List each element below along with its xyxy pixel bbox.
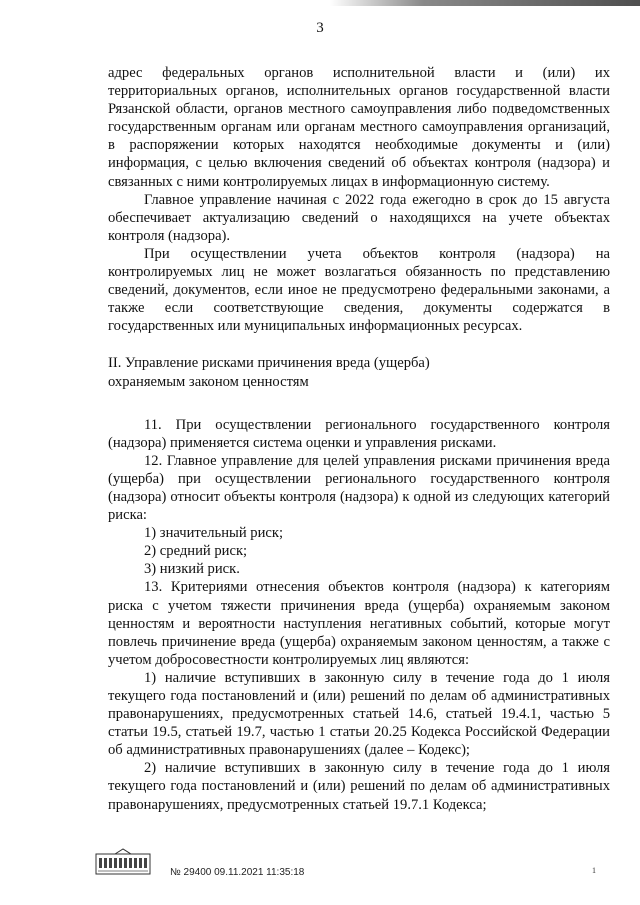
risk-category-2: 2) средний риск; — [144, 543, 248, 560]
risk-category-1: 1) значительный риск; — [144, 525, 284, 542]
clause-11: 11. При осуществлении регионального государственного контроля (надзора) применяется система оценки и управления рисками. — [108, 416, 610, 451]
clause-12: 12. Главное управление для целей управления рисками причинения вреда (ущерба) при осуществлении регионального государственного контроля (надзора) относит объекты контроля (надзора) к одной из следующих категорий риска: — [108, 452, 610, 524]
scan-edge-artifact — [330, 0, 640, 6]
document-body — [108, 64, 610, 814]
section-heading-line-2: охраняемым законом ценностям — [108, 373, 309, 390]
paragraph-no-obligation: При осуществлении учета объектов контроля (надзора) на контролируемых лиц не может возлагаться обязанность по представлению сведений, документов, если иное не предусмотрено федеральными законами, а также если соответствующие сведения, документы содержатся в государственных или муниципальных информационных ресурсах. — [108, 245, 610, 335]
criterion-2: 2) наличие вступивших в законную силу в течение года до 1 июля текущего года постановлений и (или) решений по делам об административных правонарушениях, предусмотренных статьей 19.7.1 Кодекса; — [108, 760, 610, 813]
registration-stamp-text: № 29400 09.11.2021 11:35:18 — [170, 867, 305, 878]
registry-stamp-icon — [95, 848, 151, 878]
risk-category-3: 3) низкий риск. — [144, 561, 240, 578]
paragraph-annual-update: Главное управление начиная с 2022 года ежегодно в срок до 15 августа обеспечивает актуализацию сведений о находящихся на учете объектах контроля (надзора). — [108, 191, 610, 244]
footer-mark: 1 — [592, 866, 596, 875]
criterion-1: 1) наличие вступивших в законную силу в течение года до 1 июля текущего года постановлений и (или) решений по делам об административных правонарушениях, предусмотренных статьей 14.6, статьей 19.4.1, частью 5 статьи 19.5, статьей 19.7, частью 1 статьи 20.25 Кодекса Российской Федерации об административных правонарушениях (далее – Кодекс); — [108, 669, 610, 759]
page-number: 3 — [316, 20, 324, 36]
section-heading — [108, 354, 610, 390]
section-heading-line-1: II. Управление рисками причинения вреда (ущерба) — [108, 355, 430, 372]
paragraph-continuation: адрес федеральных органов исполнительной власти и (или) их территориальных органов, исполнительных органов государственной власти Рязанской области, органов местного самоуправления либо подведомственных государственным органам или органам местного самоуправления организаций, в распоряжении которых находятся необходимые документы и (или) информация, с целью включения сведений об объектах контроля (надзора) и связанных с ними контролируемых лицах в информационную систему. — [108, 65, 610, 190]
clause-13: 13. Критериями отнесения объектов контроля (надзора) к категориям риска с учетом тяжести причинения вреда (ущерба) охраняемым законом ценностям и вероятности наступления негативных событий, которые могут повлечь причинение вреда (ущерба) охраняемым законом ценностям, а также с учетом добросовестности контролируемых лиц являются: — [108, 579, 610, 668]
